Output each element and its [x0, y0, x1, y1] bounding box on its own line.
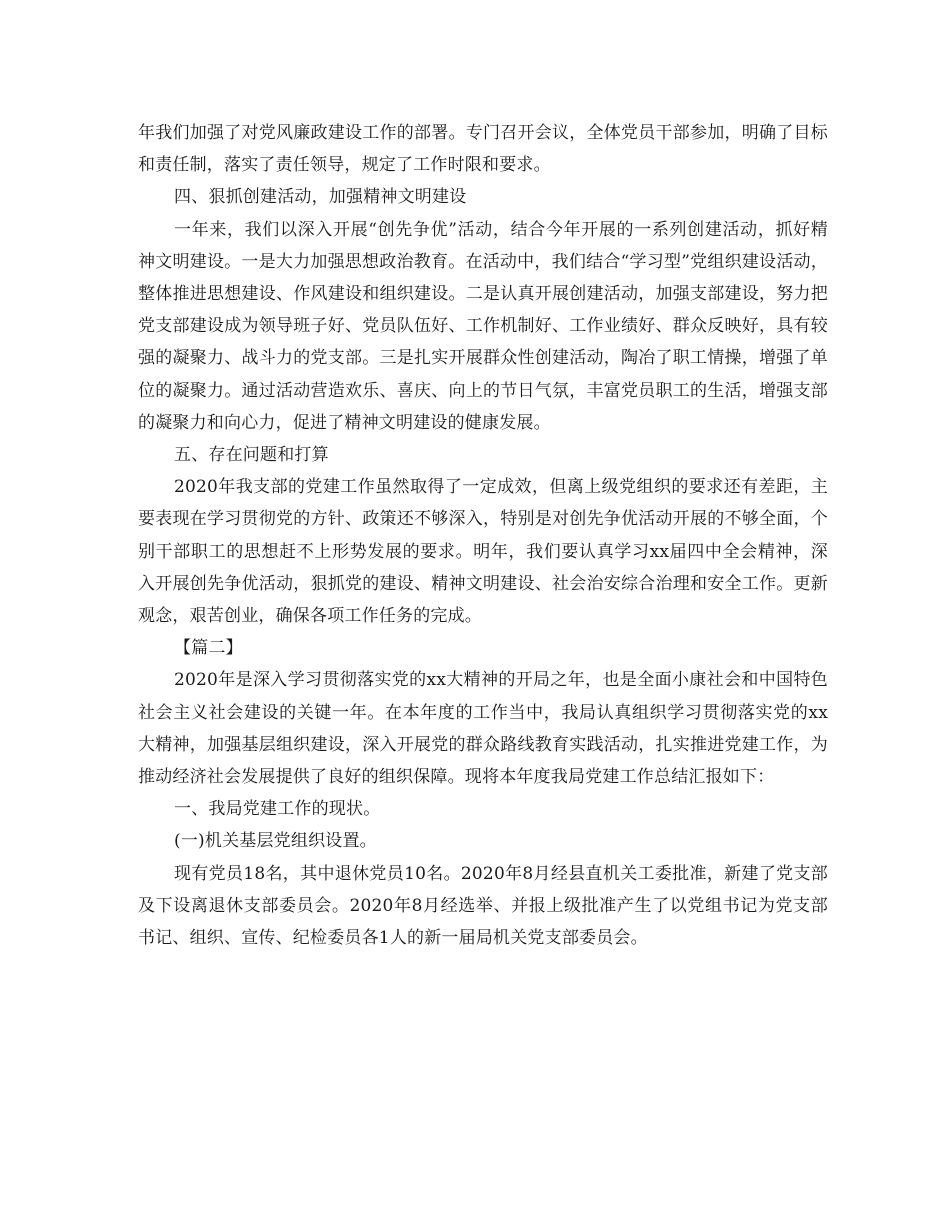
paragraph-continuation: 年我们加强了对党风廉政建设工作的部署。专门召开会议，全体党员干部参加，明确了目标和责任制，落实了责任领导，规定了工作时限和要求。 [138, 123, 828, 176]
subsection-heading-one: (一)机关基层党组织设置。 [174, 831, 377, 852]
section-heading-four: 四、狠抓创建活动，加强精神文明建设 [174, 187, 467, 208]
part-two-heading: 【篇二】 [174, 638, 243, 659]
document-body [138, 117, 828, 954]
paragraph-party-members: 现有党员18名，其中退休党员10名。2020年8月经县直机关工委批准，新建了党支部及下设离退休支部委员会。2020年8月经选举、并报上级批准产生了以党组书记为党支部书记、组织、宣传、纪检委员各1人的新一届局机关党支部委员会。 [138, 863, 828, 949]
paragraph-problems-plans: 2020年我支部的党建工作虽然取得了一定成效，但离上级党组织的要求还有差距，主要表现在学习贯彻党的方针、政策还不够深入，特别是对创先争优活动开展的不够全面，个别干部职工的思想赶不上形势发展的要求。明年，我们要认真学习xx届四中全会精神，深入开展创先争优活动，狠抓党的建设、精神文明建设、社会治安综合治理和安全工作。更新观念，艰苦创业，确保各项工作任务的完成。 [138, 477, 828, 627]
section-heading-one: 一、我局党建工作的现状。 [174, 799, 381, 820]
paragraph-part-two-intro: 2020年是深入学习贯彻落实党的xx大精神的开局之年，也是全面小康社会和中国特色社会主义社会建设的关键一年。在本年度的工作当中，我局认真组织学习贯彻落实党的xx大精神，加强基层组织建设，深入开展党的群众路线教育实践活动，扎实推进党建工作，为推动经济社会发展提供了良好的组织保障。现将本年度我局党建工作总结汇报如下： [138, 670, 828, 788]
section-heading-five: 五、存在问题和打算 [174, 445, 329, 466]
paragraph-spiritual-civilization: 一年来，我们以深入开展“创先争优”活动，结合今年开展的一系列创建活动，抓好精神文明建设。一是大力加强思想政治教育。在活动中，我们结合“学习型”党组织建设活动，整体推进思想建设、作风建设和组织建设。二是认真开展创建活动，加强支部建设，努力把党支部建设成为领导班子好、党员队伍好、工作机制好、工作业绩好、群众反映好，具有较强的凝聚力、战斗力的党支部。三是扎实开展群众性创建活动，陶冶了职工情操，增强了单位的凝聚力。通过活动营造欢乐、喜庆、向上的节日气氛，丰富党员职工的生活，增强支部的凝聚力和向心力，促进了精神文明建设的健康发展。 [138, 219, 828, 433]
